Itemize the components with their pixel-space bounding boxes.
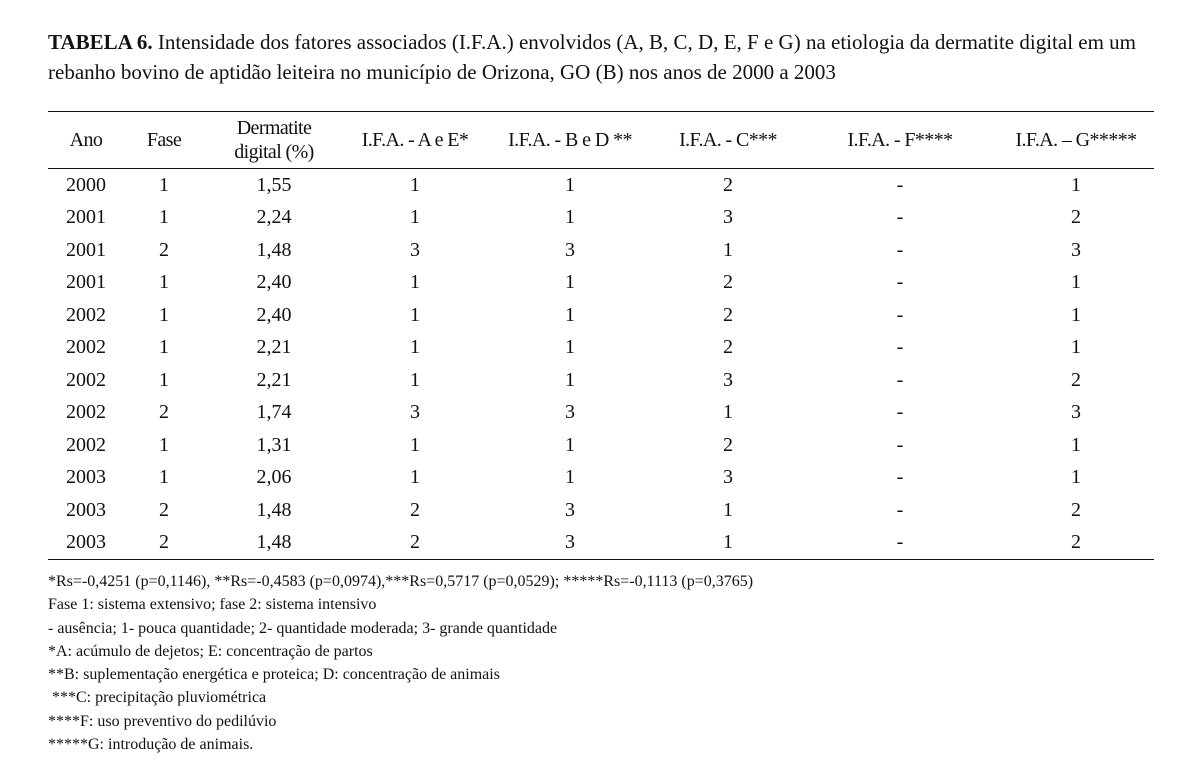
cell-ifa-ae: 1 xyxy=(410,303,420,326)
cell-ifa-bd: 1 xyxy=(565,336,575,359)
cell-ifa-bd: 1 xyxy=(565,271,575,294)
table-row xyxy=(48,234,1154,267)
cell-fase: 1 xyxy=(159,336,169,359)
table-header xyxy=(48,112,1154,169)
cell-fase: 2 xyxy=(159,238,169,261)
table-caption xyxy=(48,27,1168,87)
header-row xyxy=(48,112,1154,169)
cell-ifa-g: 2 xyxy=(1071,206,1081,229)
cell-ano: 2002 xyxy=(66,303,106,326)
cell-ano: 2002 xyxy=(66,433,106,456)
table-row xyxy=(48,169,1154,202)
cell-dermatite: 1,48 xyxy=(256,238,292,261)
header-fase: Fase xyxy=(146,129,182,151)
cell-ifa-c: 2 xyxy=(723,336,733,359)
cell-ifa-ae: 1 xyxy=(410,206,420,229)
cell-ifa-f: - xyxy=(896,466,904,489)
cell-ifa-c: 1 xyxy=(723,498,733,521)
cell-ifa-ae: 2 xyxy=(410,498,420,521)
cell-ifa-f: - xyxy=(896,336,904,359)
cell-ifa-bd: 1 xyxy=(565,173,575,196)
cell-ifa-g: 3 xyxy=(1071,401,1081,424)
cell-ifa-c: 2 xyxy=(723,433,733,456)
cell-ifa-ae: 1 xyxy=(410,336,420,359)
cell-ifa-f: - xyxy=(896,206,904,229)
cell-dermatite: 1,74 xyxy=(256,401,292,424)
cell-fase: 2 xyxy=(159,531,169,554)
cell-ifa-f: - xyxy=(896,531,904,554)
header-dermatite xyxy=(204,112,344,169)
footnote: ***C: precipitação pluviométrica xyxy=(48,689,267,707)
header-ifa-c: I.F.A. - C*** xyxy=(679,129,777,151)
footnote: *****G: introdução de animais. xyxy=(48,736,254,754)
cell-ifa-c: 3 xyxy=(723,368,733,391)
cell-dermatite: 1,55 xyxy=(256,173,292,196)
cell-dermatite: 2,40 xyxy=(256,271,292,294)
data-table xyxy=(48,111,1154,560)
table-row xyxy=(48,494,1154,527)
cell-ifa-bd: 1 xyxy=(565,303,575,326)
cell-ifa-c: 3 xyxy=(723,206,733,229)
header-dermatite-line1: Dermatite xyxy=(236,117,312,139)
header-ano: Ano xyxy=(69,129,103,151)
cell-ifa-f: - xyxy=(896,238,904,261)
cell-ifa-f: - xyxy=(896,498,904,521)
cell-ifa-g: 1 xyxy=(1071,336,1081,359)
cell-ifa-ae: 1 xyxy=(410,368,420,391)
cell-ifa-bd: 3 xyxy=(565,498,575,521)
footnote: **B: suplementação energética e proteica; D: concentração de animais xyxy=(48,666,500,684)
cell-fase: 2 xyxy=(159,498,169,521)
cell-dermatite: 2,24 xyxy=(256,206,292,229)
header-ifa-bd: I.F.A. - B e D ** xyxy=(508,129,632,151)
caption-label: TABELA 6. xyxy=(48,30,153,54)
footnote: *Rs=-0,4251 (p=0,1146), **Rs=-0,4583 (p=0,0974),***Rs=0,5717 (p=0,0529); *****Rs=-0,1113 (p=0,3765) xyxy=(48,573,754,590)
cell-ifa-f: - xyxy=(896,433,904,456)
table-row xyxy=(48,202,1154,235)
cell-ifa-bd: 3 xyxy=(565,531,575,554)
cell-ifa-g: 1 xyxy=(1071,173,1081,196)
cell-dermatite: 1,48 xyxy=(256,498,292,521)
cell-ifa-c: 3 xyxy=(723,466,733,489)
cell-ifa-f: - xyxy=(896,303,904,326)
cell-dermatite: 1,31 xyxy=(256,433,292,456)
header-ifa-g: I.F.A. – G***** xyxy=(1015,129,1137,151)
table-row xyxy=(48,462,1154,495)
table-row xyxy=(48,332,1154,365)
cell-fase: 2 xyxy=(159,401,169,424)
cell-ifa-ae: 1 xyxy=(410,173,420,196)
cell-ano: 2002 xyxy=(66,336,106,359)
header-ifa-f: I.F.A. - F**** xyxy=(847,129,953,151)
cell-ifa-c: 2 xyxy=(723,271,733,294)
cell-ifa-bd: 1 xyxy=(565,206,575,229)
cell-fase: 1 xyxy=(159,466,169,489)
cell-dermatite: 2,06 xyxy=(256,466,292,489)
cell-ifa-c: 1 xyxy=(723,238,733,261)
cell-ifa-g: 3 xyxy=(1071,238,1081,261)
cell-ifa-g: 2 xyxy=(1071,498,1081,521)
table-footnotes xyxy=(48,570,753,756)
cell-fase: 1 xyxy=(159,271,169,294)
table-row xyxy=(48,299,1154,332)
table-row xyxy=(48,397,1154,430)
cell-ifa-bd: 3 xyxy=(565,238,575,261)
footnote: Fase 1: sistema extensivo; fase 2: sistema intensivo xyxy=(48,596,377,614)
cell-ifa-c: 2 xyxy=(723,303,733,326)
cell-ano: 2003 xyxy=(66,531,106,554)
caption-text: Intensidade dos fatores associados (I.F.A.) envolvidos (A, B, C, D, E, F e G) na etiologia da dermatite digital em um rebanho bovino de aptidão leiteira no município de Orizona, GO (B) nos anos de 2000 a 2003 xyxy=(48,30,1137,84)
cell-fase: 1 xyxy=(159,173,169,196)
cell-fase: 1 xyxy=(159,206,169,229)
cell-ifa-ae: 1 xyxy=(410,433,420,456)
footnote: - ausência; 1- pouca quantidade; 2- quantidade moderada; 3- grande quantidade xyxy=(48,619,558,637)
cell-ano: 2002 xyxy=(66,401,106,424)
cell-ifa-ae: 3 xyxy=(410,238,420,261)
cell-ifa-bd: 1 xyxy=(565,466,575,489)
cell-ifa-ae: 1 xyxy=(410,466,420,489)
cell-ifa-f: - xyxy=(896,271,904,294)
table-row xyxy=(48,364,1154,397)
cell-dermatite: 2,40 xyxy=(256,303,292,326)
cell-ifa-bd: 1 xyxy=(565,368,575,391)
cell-ifa-c: 1 xyxy=(723,401,733,424)
cell-ano: 2002 xyxy=(66,368,106,391)
cell-fase: 1 xyxy=(159,368,169,391)
header-dermatite-line2: digital (%) xyxy=(234,141,314,163)
cell-ifa-g: 1 xyxy=(1071,433,1081,456)
cell-ano: 2001 xyxy=(66,271,106,294)
cell-ifa-f: - xyxy=(896,368,904,391)
header-ifa-ae: I.F.A. - A e E* xyxy=(361,129,469,151)
table-row xyxy=(48,527,1154,560)
footnote: *A: acúmulo de dejetos; E: concentração de partos xyxy=(48,642,373,660)
cell-ifa-f: - xyxy=(896,173,904,196)
cell-ifa-bd: 1 xyxy=(565,433,575,456)
cell-ifa-g: 2 xyxy=(1071,531,1081,554)
cell-ifa-g: 1 xyxy=(1071,303,1081,326)
cell-ano: 2003 xyxy=(66,498,106,521)
footnote: ****F: uso preventivo do pedilúvio xyxy=(48,712,277,730)
cell-fase: 1 xyxy=(159,433,169,456)
cell-ifa-bd: 3 xyxy=(565,401,575,424)
cell-ifa-c: 1 xyxy=(723,531,733,554)
cell-ano: 2000 xyxy=(66,173,106,196)
cell-ifa-g: 2 xyxy=(1071,368,1081,391)
cell-fase: 1 xyxy=(159,303,169,326)
cell-ifa-ae: 1 xyxy=(410,271,420,294)
cell-dermatite: 2,21 xyxy=(256,368,292,391)
cell-ifa-f: - xyxy=(896,401,904,424)
cell-ifa-g: 1 xyxy=(1071,466,1081,489)
table-body xyxy=(48,169,1154,560)
cell-ano: 2001 xyxy=(66,238,106,261)
cell-ifa-ae: 2 xyxy=(410,531,420,554)
cell-ifa-g: 1 xyxy=(1071,271,1081,294)
cell-ifa-c: 2 xyxy=(723,173,733,196)
cell-ifa-ae: 3 xyxy=(410,401,420,424)
cell-dermatite: 1,48 xyxy=(256,531,292,554)
table-row xyxy=(48,429,1154,462)
cell-ano: 2003 xyxy=(66,466,106,489)
cell-dermatite: 2,21 xyxy=(256,336,292,359)
cell-ano: 2001 xyxy=(66,206,106,229)
table-row xyxy=(48,267,1154,300)
